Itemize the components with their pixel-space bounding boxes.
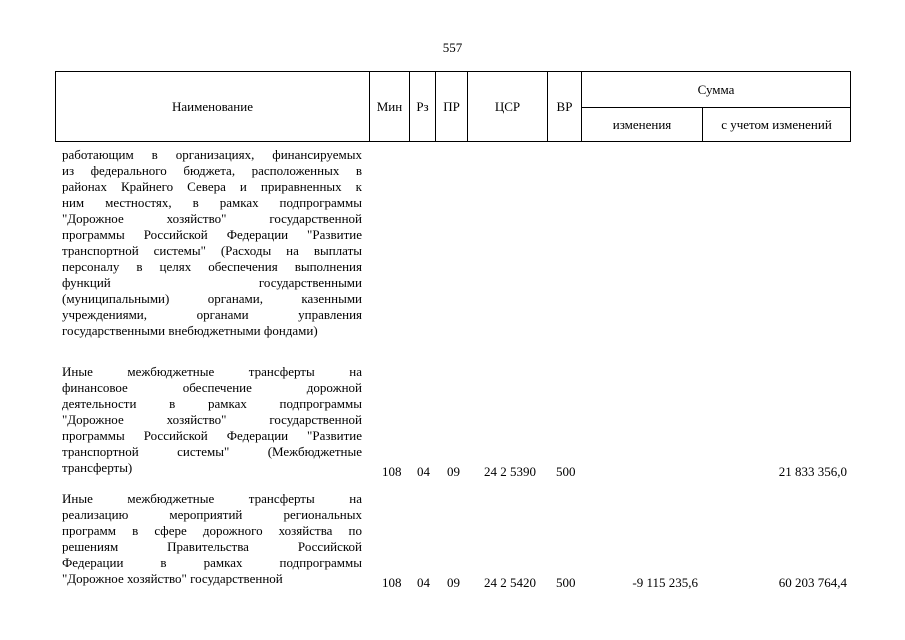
name-line: финансовое обеспечение дорожной — [62, 380, 362, 395]
cell-total: 21 833 356,0 — [778, 464, 847, 479]
name-line: транспортной системы" (Расходы на выплаты — [62, 243, 362, 258]
name-line: "Дорожное хозяйство" государственной — [62, 211, 362, 226]
table-header — [55, 71, 851, 142]
header-rz: Рз — [410, 72, 436, 141]
header-min: Мин — [370, 72, 410, 141]
name-line: транспортной системы" (Межбюджетные — [62, 444, 362, 459]
name-line: деятельности в рамках подпрограммы — [62, 396, 362, 411]
header-sum: Сумма — [582, 72, 850, 108]
cell-csr: 24 2 5390 — [484, 464, 536, 479]
cell-total: 60 203 764,4 — [778, 575, 847, 590]
name-line: государственными внебюджетными фондами) — [62, 323, 318, 338]
cell-pr: 09 — [447, 464, 460, 479]
name-line: (муниципальными) органами, казенными — [62, 291, 362, 306]
cell-csr: 24 2 5420 — [484, 575, 536, 590]
name-line: персоналу в целях обеспечения выполнения — [62, 259, 362, 274]
header-csr: ЦСР — [468, 72, 548, 141]
page-number: 557 — [442, 40, 463, 55]
cell-min: 108 — [382, 464, 402, 479]
header-sum-group — [582, 72, 850, 141]
name-line: программы Российской Федерации "Развитие — [62, 428, 362, 443]
cell-change: -9 115 235,6 — [632, 575, 698, 590]
cell-vr: 500 — [556, 575, 576, 590]
name-line: учреждениями, органами управления — [62, 307, 362, 322]
cell-min: 108 — [382, 575, 402, 590]
cell-rz: 04 — [417, 575, 430, 590]
name-line: ним местностях, в рамках подпрограммы — [62, 195, 362, 210]
cell-pr: 09 — [447, 575, 460, 590]
header-change: изменения — [582, 108, 703, 141]
name-line: "Дорожное хозяйство" государственной — [62, 412, 362, 427]
cell-vr: 500 — [556, 464, 576, 479]
name-line: решениям Правительства Российской — [62, 539, 362, 554]
header-pr: ПР — [436, 72, 468, 141]
name-line: Федерации в рамках подпрограммы — [62, 555, 362, 570]
name-line: программ в сфере дорожного хозяйства по — [62, 523, 362, 538]
row-name — [62, 147, 362, 339]
name-line: "Дорожное хозяйство" государственной — [62, 571, 283, 586]
name-line: функций государственными — [62, 275, 362, 290]
name-line: из федерального бюджета, расположенных в — [62, 163, 362, 178]
row-name — [62, 491, 362, 587]
name-line: Иные межбюджетные трансферты на — [62, 491, 362, 506]
name-line: трансферты) — [62, 460, 133, 475]
header-name: Наименование — [56, 72, 370, 141]
cell-rz: 04 — [417, 464, 430, 479]
name-line: программы Российской Федерации "Развитие — [62, 227, 362, 242]
name-line: Иные межбюджетные трансферты на — [62, 364, 362, 379]
name-line: районах Крайнего Севера и приравненных к — [62, 179, 362, 194]
name-line: реализацию мероприятий региональных — [62, 507, 362, 522]
header-vr: ВР — [548, 72, 582, 141]
name-line: работающим в организациях, финансируемых — [62, 147, 362, 162]
header-with-change: с учетом изменений — [721, 117, 832, 132]
row-name — [62, 364, 362, 476]
